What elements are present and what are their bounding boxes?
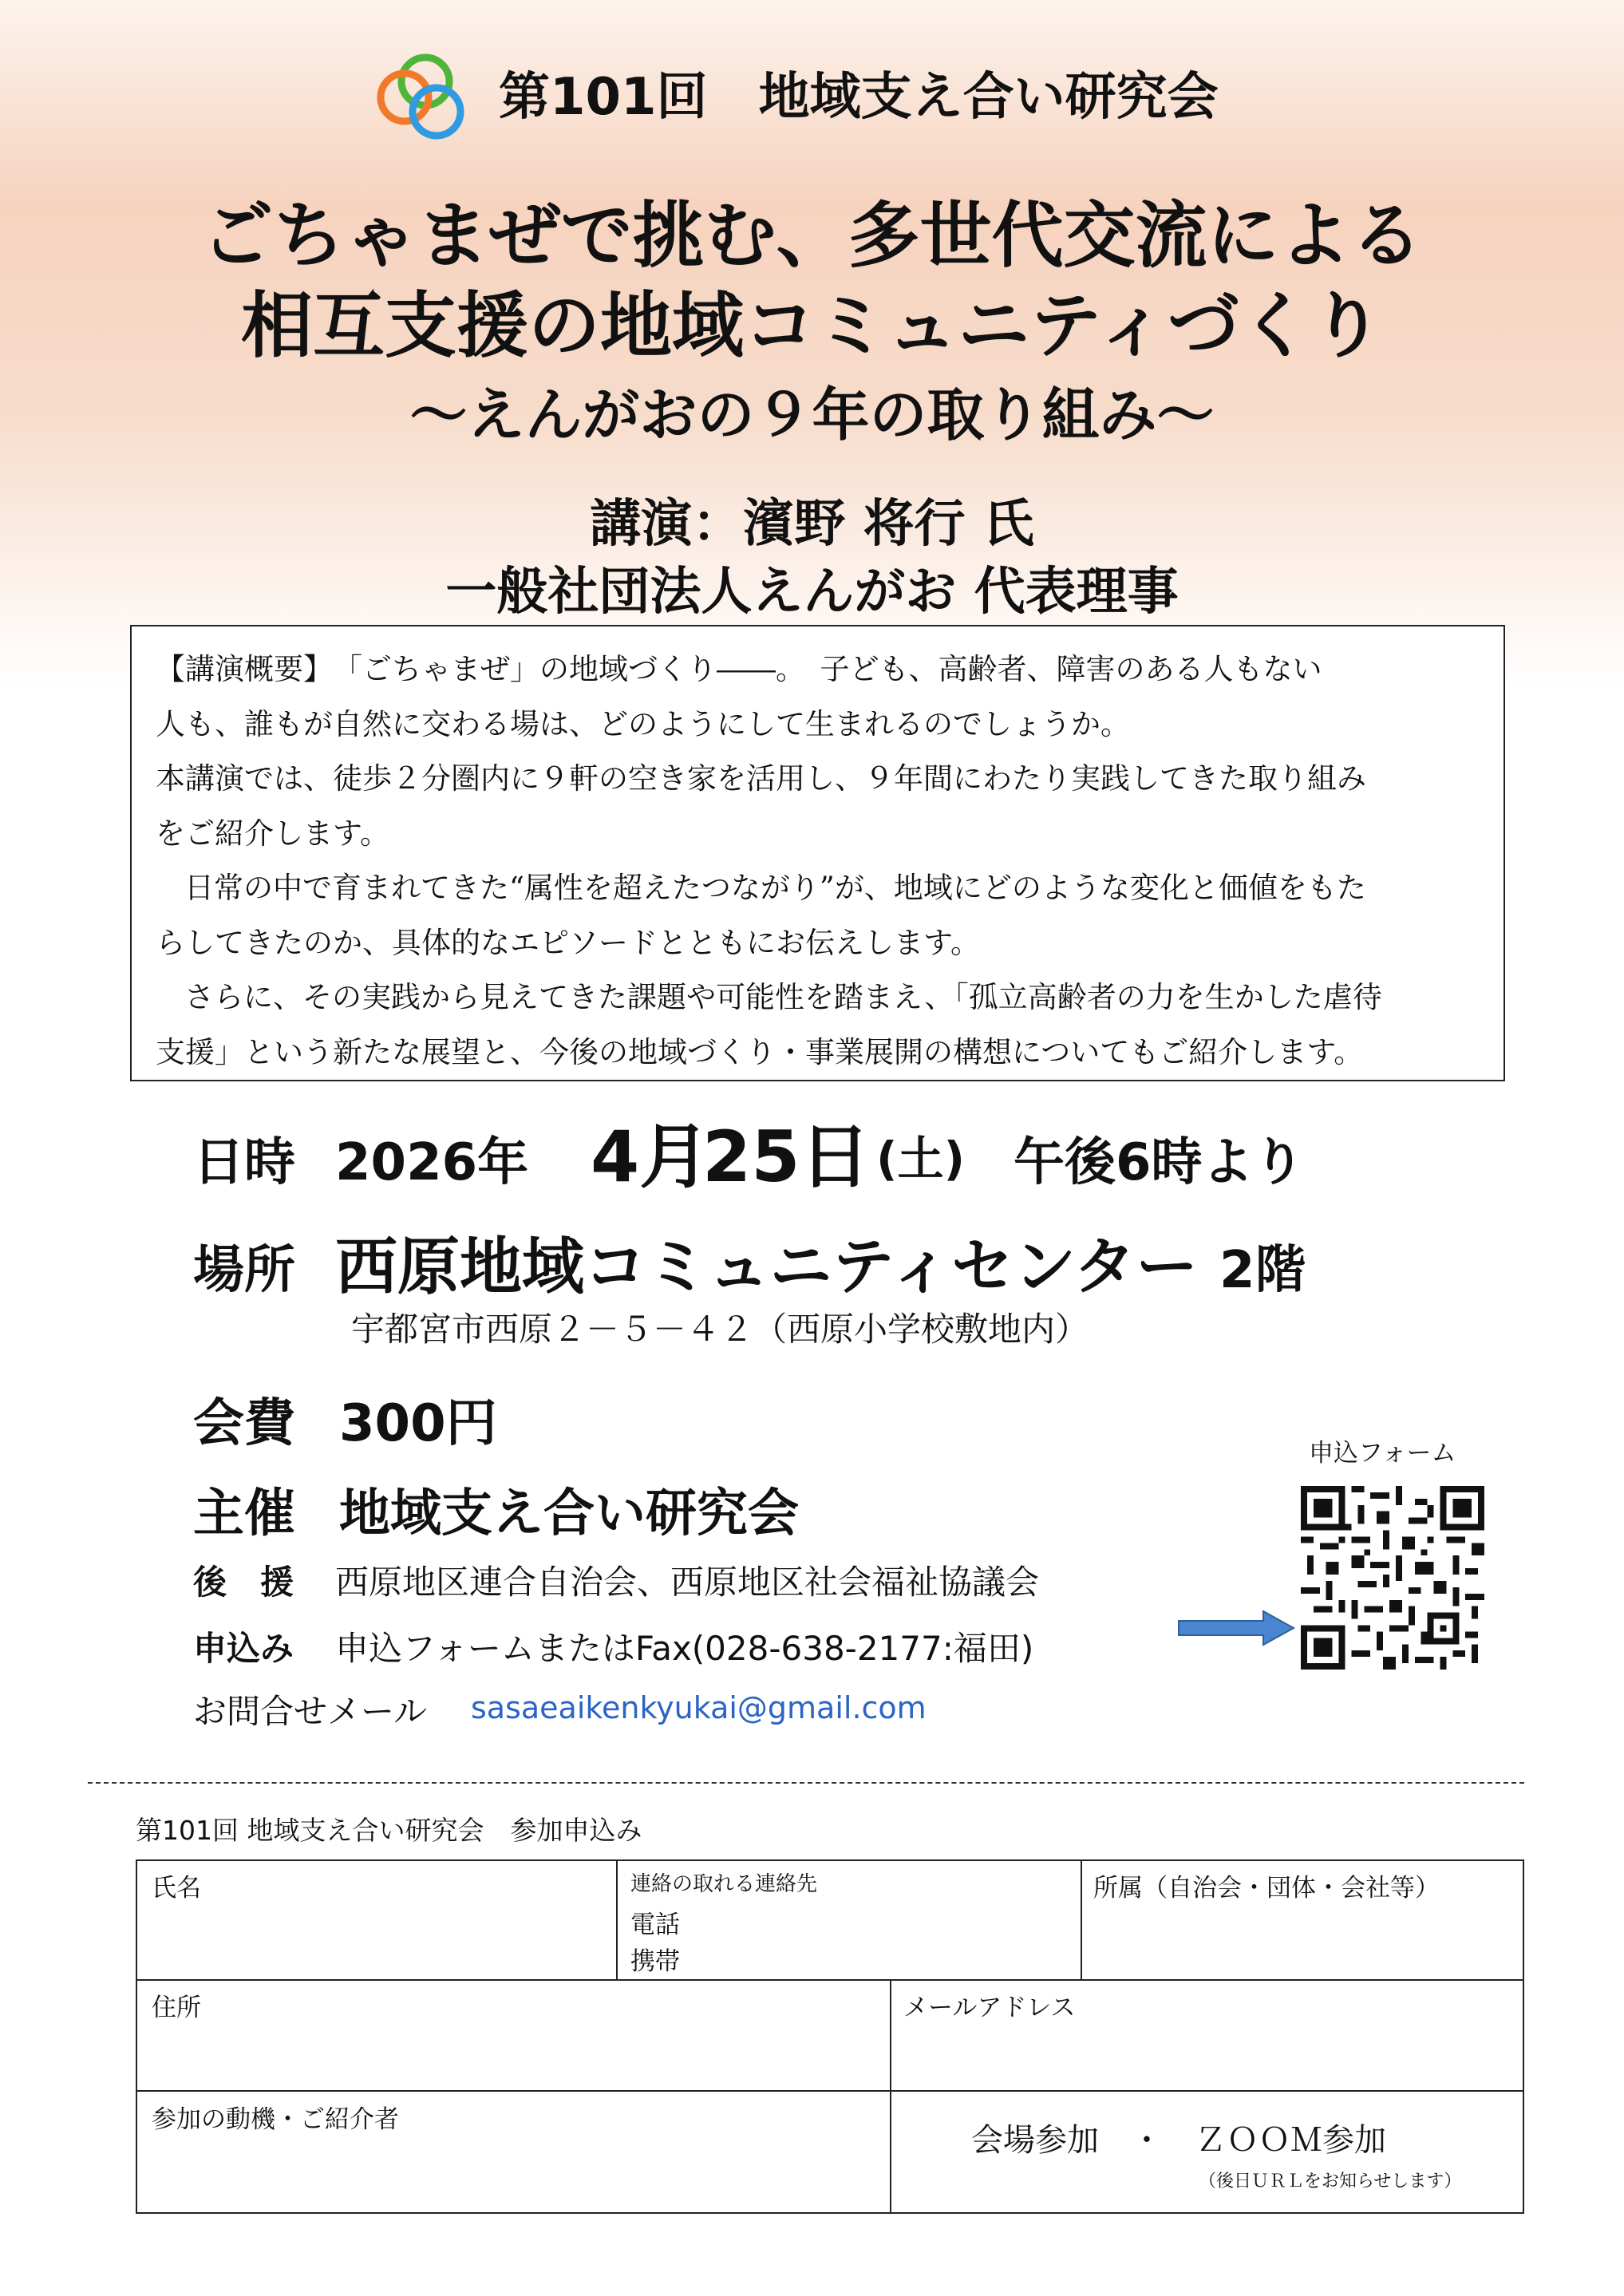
place-label: 場所 <box>193 1241 295 1300</box>
event-time: 午後6時より <box>1014 1133 1305 1192</box>
venue-floor: 2階 <box>1219 1241 1306 1300</box>
summary-line: らしてきたのか、具体的なエピソードとともにお伝えします。 <box>156 925 981 960</box>
summary-line: 本講演では、徒歩２分圏内に９軒の空き家を活用し、９年間にわたり実践してきた取り組み <box>156 761 1366 796</box>
logo-rings-icon <box>371 49 475 145</box>
main-title-line-1: ごちゃまぜで挑む、多世代交流による <box>201 194 1423 278</box>
attendance-options[interactable]: 会場参加 ・ ＺＯＯＭ参加 <box>971 2122 1386 2159</box>
summary-line: 【講演概要】 「ごちゃまぜ」の地域づくり――。 子ども、高齢者、障害のある人もない <box>156 652 1322 686</box>
main-title-line-2: 相互支援の地域コミュニティづくり <box>241 284 1383 368</box>
name-field-label: 氏名 <box>152 1874 201 1903</box>
summary-line: 人も、誰もが自然に交わる場は、どのようにして生まれるのでしょうか。 <box>156 706 1130 741</box>
speaker-affiliation: 一般社団法人えんがお 代表理事 <box>445 563 1179 622</box>
organizer-label: 主催 <box>193 1484 295 1543</box>
apply-label: 申込み <box>193 1629 294 1668</box>
motive-field-label: 参加の動機・ご紹介者 <box>152 2105 399 2134</box>
address-field-label: 住所 <box>152 1994 201 2022</box>
venue-address: 宇都宮市西原２－５－４２（西原小学校敷地内） <box>351 1310 1089 1349</box>
mobile-field-label: 携帯 <box>630 1947 680 1976</box>
application-form <box>136 1859 1524 2214</box>
support-label: 後 援 <box>193 1563 294 1602</box>
subtitle: ～えんがおの９年の取り組み～ <box>409 381 1215 449</box>
apply-value: 申込フォームまたはFax(028-638-2177:福田) <box>335 1629 1034 1668</box>
event-weekday: (土) <box>876 1132 966 1186</box>
venue-name: 西原地域コミュニティセンター <box>335 1231 1199 1303</box>
event-month: 4月 <box>591 1116 710 1198</box>
summary-line: をご紹介します。 <box>156 816 390 851</box>
phone-field-label: 電話 <box>630 1911 680 1939</box>
qr-caption: 申込フォーム <box>1309 1439 1456 1468</box>
support-value: 西原地区連合自治会、西原地区社会福祉協議会 <box>335 1563 1040 1602</box>
fee-value: 300円 <box>339 1394 497 1453</box>
organizer-value: 地域支え合い研究会 <box>339 1484 799 1543</box>
fee-label: 会費 <box>193 1394 295 1453</box>
speaker-name: 講演：濱野 将行 氏 <box>590 495 1034 554</box>
cut-line <box>88 1782 1524 1784</box>
contact-email-link[interactable]: sasaeaikenkyukai@gmail.com <box>471 1690 927 1725</box>
contact-email-label: お問合せメール <box>193 1692 428 1731</box>
event-year: 2026年 <box>335 1133 529 1192</box>
affiliation-field-label: 所属（自治会・団体・会社等） <box>1093 1874 1440 1903</box>
arrow-right-icon <box>1177 1608 1297 1648</box>
form-title: 第101回 地域支え合い研究会 参加申込み <box>136 1815 642 1846</box>
lecture-summary-box <box>130 625 1505 1081</box>
event-day: 25日 <box>702 1116 871 1198</box>
attendance-note: （後日ＵＲＬをお知らせします） <box>1199 2172 1462 2191</box>
summary-line: さらに、その実践から見えてきた課題や可能性を踏まえ、「孤立高齢者の力を生かした虐待 <box>184 980 1382 1014</box>
event-series-title: 第101回 地域支え合い研究会 <box>499 68 1219 127</box>
datetime-label: 日時 <box>193 1133 295 1192</box>
contact-field-label: 連絡の取れる連絡先 <box>630 1872 818 1896</box>
email-field-label: メールアドレス <box>903 1994 1076 2022</box>
qr-code-icon[interactable] <box>1301 1486 1484 1670</box>
summary-line: 支援」という新たな展望と、今後の地域づくり・事業展開の構想についてもご紹介します。 <box>156 1034 1364 1069</box>
summary-line: 日常の中で育まれてきた“属性を超えたつながり”が、地域にどのような変化と価値をもた <box>184 871 1366 905</box>
